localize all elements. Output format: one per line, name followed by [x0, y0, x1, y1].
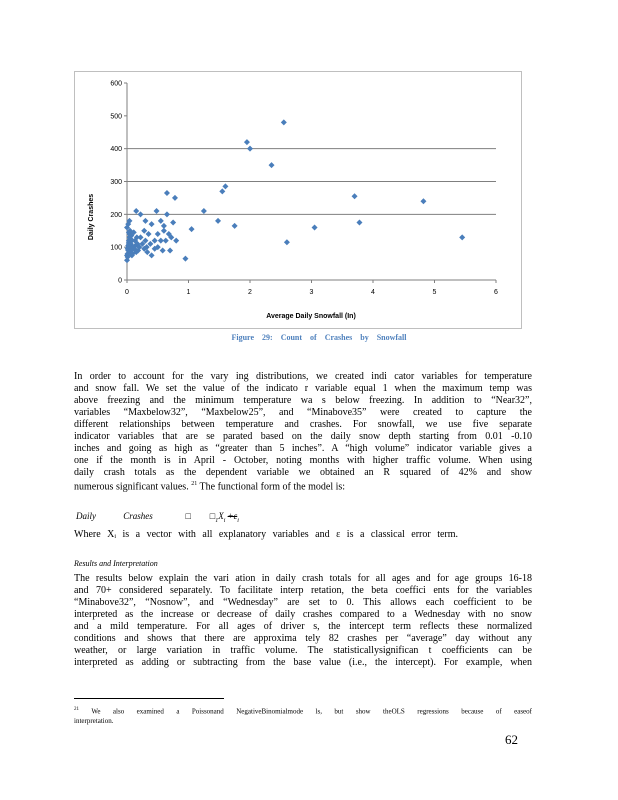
data-point — [152, 238, 158, 244]
data-point — [146, 231, 152, 237]
equation-lhs-crashes: Crashes — [123, 511, 153, 521]
data-point — [244, 139, 250, 145]
data-point — [219, 188, 225, 194]
equation-lhs-daily: Daily — [76, 511, 96, 521]
y-tick-label: 200 — [110, 211, 122, 219]
data-point — [149, 221, 155, 227]
x-tick-label: 0 — [125, 289, 129, 296]
data-point — [138, 234, 144, 240]
x-tick-label: 5 — [432, 289, 437, 296]
y-tick-label: 500 — [110, 113, 122, 121]
data-point — [420, 198, 426, 204]
footnote-line — [74, 705, 532, 716]
x-tick-label: 3 — [309, 289, 314, 296]
y-tick-label: 300 — [110, 179, 122, 186]
data-point — [189, 226, 195, 232]
data-point — [247, 146, 253, 152]
data-point — [158, 218, 164, 224]
equation-error: +ε — [227, 511, 238, 521]
equation-subscript: i — [223, 517, 226, 524]
body-line: conditions and shows that there are approxima tely 82 crashes per “average” day without any — [74, 633, 532, 644]
x-tick-labels — [125, 280, 498, 296]
data-point — [222, 183, 228, 189]
body-line: interpreted as adding or subtracting from the base value (i.e., the intercept). For example, when — [74, 657, 532, 668]
body-line: above freezing and the minimum temperature wa s below freezing. In addition to “Near32”, — [74, 395, 532, 406]
body-line: In order to account for the vary ing distributions, we created indi cator variables for temperature — [74, 371, 532, 382]
figure-caption — [0, 333, 618, 342]
data-point — [164, 211, 170, 217]
x-tick-label: 4 — [371, 289, 375, 296]
data-point — [281, 119, 287, 125]
data-point — [182, 256, 188, 262]
x-tick-label: 1 — [186, 289, 191, 296]
body-line: one if the month is in April - October, noting months with higher traffic volume. When using — [74, 455, 532, 466]
figure-number: 29: — [262, 333, 273, 342]
footnote-text: We also examined a Poissonand NegativeBinomialmode ls, but show theOLS regressions because of easeof — [91, 707, 532, 716]
body-line: The results below explain the vari ation in daily crash totals for all ages and for age groups 16-18 — [74, 573, 532, 584]
data-point — [352, 193, 358, 199]
equation-subscript: i — [237, 517, 239, 524]
equation-symbol: □ — [209, 511, 216, 521]
body-line: daily crash totals as the dependent variable we obtained an R squared of 42% and show — [74, 467, 532, 478]
body-line: “Minabove32”, “Nosnow”, and “Wednesday” are set to 0. This allows each coefficient to be — [74, 597, 532, 608]
x-tick-label: 2 — [248, 289, 252, 296]
equation-rhs: X — [218, 511, 224, 521]
data-point — [356, 220, 362, 226]
data-point — [167, 247, 173, 253]
data-point — [141, 228, 147, 234]
data-point — [172, 195, 178, 201]
equation-symbol: □ — [185, 511, 191, 521]
footnote-number: 21 — [74, 707, 79, 712]
y-tick-labels — [110, 81, 127, 285]
data-point — [201, 208, 207, 214]
data-point — [215, 218, 221, 224]
model-equation: Daily Crashes □ $□_1X_i +\varepsilon_i$ — [76, 511, 239, 524]
x-axis-title: Average Daily Snowfall (In) — [266, 313, 356, 320]
body-line: and a mild temperature. For all ages of driver s, the intercept term reflects these normalized — [74, 621, 532, 632]
scatter-chart — [74, 71, 522, 329]
y-tick-label: 400 — [110, 146, 122, 154]
data-point — [154, 208, 160, 214]
body-line: indicator variables that are se parated based on the daily snow depth starting from 0.01 -0.10 — [74, 431, 532, 442]
data-point — [232, 223, 238, 229]
body-text: numerous significant values. — [74, 481, 189, 493]
page-number: 62 — [505, 732, 518, 747]
section-heading: Results and Interpretation — [74, 559, 158, 568]
chart-canvas — [75, 72, 523, 330]
data-point — [163, 238, 169, 244]
y-tick-label: 0 — [118, 277, 122, 285]
data-point — [459, 234, 465, 240]
footnote-ref[interactable]: 21 — [191, 481, 198, 487]
data-point — [284, 239, 290, 245]
data-point — [155, 231, 161, 237]
data-point — [142, 218, 148, 224]
body-line: variables “Maxbelow32”, “Maxbelow25”, and “Minabove35” were created to capture the — [74, 407, 532, 418]
data-point — [173, 238, 179, 244]
footnote-divider — [74, 698, 224, 699]
footnote-line: interpretation. — [74, 717, 114, 725]
figure-label: Figure — [231, 333, 255, 342]
body-line: different relationships between temperature and crashes. For snowfall, we use five separate — [74, 419, 532, 430]
body-line: Where Xᵢ is a vector with all explanatory variables and ε is a classical error term. — [74, 529, 459, 540]
data-point — [161, 223, 167, 229]
data-point — [269, 162, 275, 168]
body-line: inches and going as high as “greater than 5 inches”. A “high volume” indicator variable gives a — [74, 443, 532, 454]
body-line: interpreted as the increase or decrease of daily crashes compared to a Wednesday with no snow — [74, 609, 532, 620]
body-line: weather, or large variation in traffic volume. The statisticallysignifican t coefficients can be — [74, 645, 532, 656]
x-tick-label: 6 — [494, 289, 498, 296]
body-line: and 70+ considered separately. To facilitate interp retation, the beta coeffici ents for the variables — [74, 585, 532, 596]
data-point — [149, 252, 155, 258]
data-point — [164, 190, 170, 196]
data-point — [312, 224, 318, 230]
data-point — [133, 208, 139, 214]
data-points — [124, 119, 465, 263]
data-point — [170, 220, 176, 226]
y-tick-label: 600 — [110, 80, 122, 88]
body-line: and snow fall. We set the value of the indicato r variable equal 1 when the maximum temp was — [74, 383, 532, 394]
data-point — [160, 247, 166, 253]
y-tick-label: 100 — [110, 244, 122, 252]
data-point — [138, 211, 144, 217]
figure-title: Count of Crashes by Snowfall — [280, 333, 407, 342]
body-text: The functional form of the model is: — [199, 481, 346, 493]
gridlines — [127, 149, 496, 215]
body-line — [74, 479, 532, 492]
y-axis-title: Daily Crashes — [88, 193, 95, 241]
